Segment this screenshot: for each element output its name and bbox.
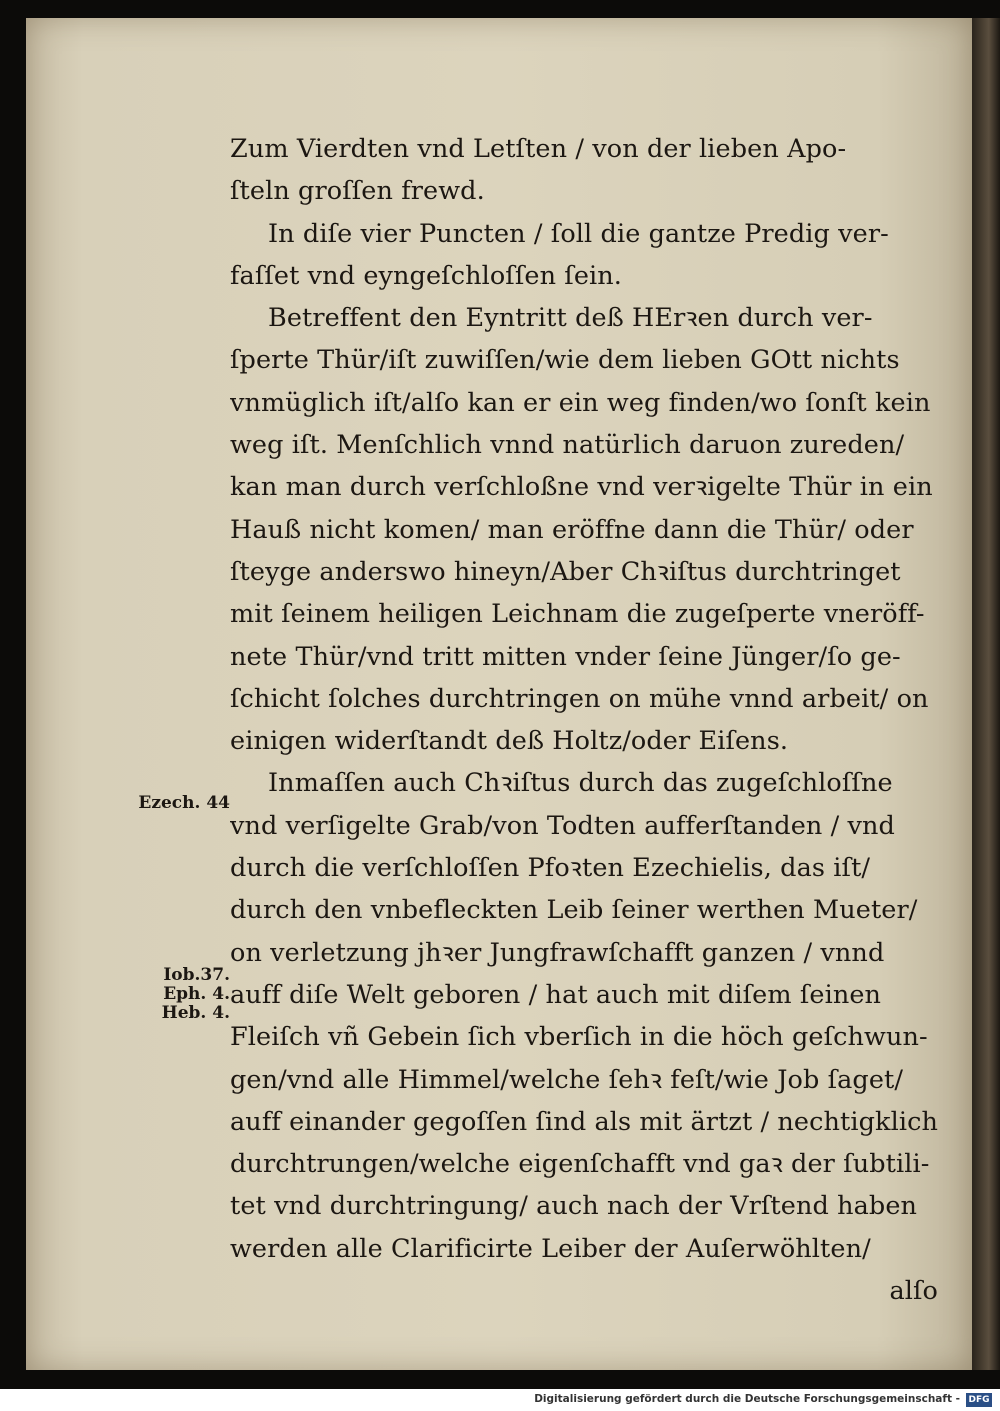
text-line: Betreffent den Eyntritt deß HErꝛen durch ver- (268, 303, 873, 334)
text-line: Zum Vierdten vnd Letſten / von der lieben Apo- (230, 134, 847, 164)
marginal-note-group (120, 966, 230, 1023)
text-line: einigen widerſtandt deß Holtz/oder Eiſens. (230, 726, 789, 757)
catchword: alſo (889, 1276, 938, 1307)
text-line: ſteln groſſen frewd. (230, 176, 485, 207)
book-gutter (972, 18, 1000, 1370)
text-line: kan man durch verſchloßne vnd verꝛigelte Thür in ein (230, 472, 933, 503)
text-line: nete Thür/vnd tritt mitten vnder ſeine Jünger/ſo ge- (230, 641, 901, 672)
text-line: vnmüglich iſt/alſo kan er ein weg finden/wo ſonſt kein (230, 387, 931, 418)
text-line: tet vnd durchtringung/ auch nach der Vrſtend haben (230, 1191, 918, 1222)
text-line: mit ſeinem heiligen Leichnam die zugeſperte vneröff- (230, 599, 925, 630)
text-line: Hauß nicht komen/ man eröffne dann die Thür/ oder (230, 514, 914, 545)
text-line: Fleiſch vñ Gebein ſich vberſich in die höch geſchwun- (230, 1022, 928, 1053)
text-line: durch den vnbefleckten Leib ſeiner werthen Mueter/ (230, 895, 918, 926)
text-line: ſteyge anderswo hineyn/Aber Chꝛiſtus durchtringet (230, 556, 901, 587)
main-text (230, 128, 948, 1312)
text-line: ſperte Thür/iſt zuwiſſen/wie dem lieben GOtt nichts (230, 345, 900, 376)
marginal-note-ezech: Ezech. 44 (138, 793, 230, 813)
text-line: ſchicht ſolches durchtringen on mühe vnnd arbeit/ on (230, 683, 929, 714)
dfg-logo-icon: DFG (966, 1393, 992, 1407)
text-line: In diſe vier Puncten / ſoll die gantze Predig ver- (268, 218, 889, 249)
text-line: durchtrungen/welche eigenſchafft vnd gaꝛ der ſubtili- (230, 1149, 930, 1180)
text-line: Inmaſſen auch Chꝛiſtus durch das zugeſchloſſne (268, 768, 893, 799)
text-line: vnd verſigelte Grab/von Todten aufferſtanden / vnd (230, 810, 895, 841)
marginal-note-heb: Heb. 4. (161, 1003, 230, 1023)
text-line: werden alle Clarificirte Leiber der Auſerwöhlten/ (230, 1233, 871, 1264)
text-line: gen/vnd alle Himmel/welche ſehꝛ feſt/wie Job ſaget/ (230, 1064, 904, 1095)
text-line: weg iſt. Menſchlich vnnd natürlich daruon zureden/ (230, 430, 905, 461)
text-line: auff einander gegoſſen ſind als mit ärtzt / nechtigklich (230, 1106, 939, 1137)
footer-bar (0, 1389, 1000, 1411)
text-line: faſſet vnd eyngeſchloſſen ſein. (230, 260, 623, 291)
footer-credit: Digitalisierung gefördert durch die Deutsche Forschungsgemeinschaft - (534, 1393, 960, 1405)
text-line: on verletzung jhꝛer Jungfrawſchafft ganzen / vnnd (230, 937, 885, 968)
text-line: auff diſe Welt geboren / hat auch mit diſem ſeinen (230, 979, 882, 1010)
marginal-note-job: Iob.37. (163, 965, 230, 985)
marginal-note-eph: Eph. 4. (163, 984, 230, 1004)
text-line: durch die verſchloſſen Pfoꝛten Ezechielis, das iſt/ (230, 853, 871, 884)
